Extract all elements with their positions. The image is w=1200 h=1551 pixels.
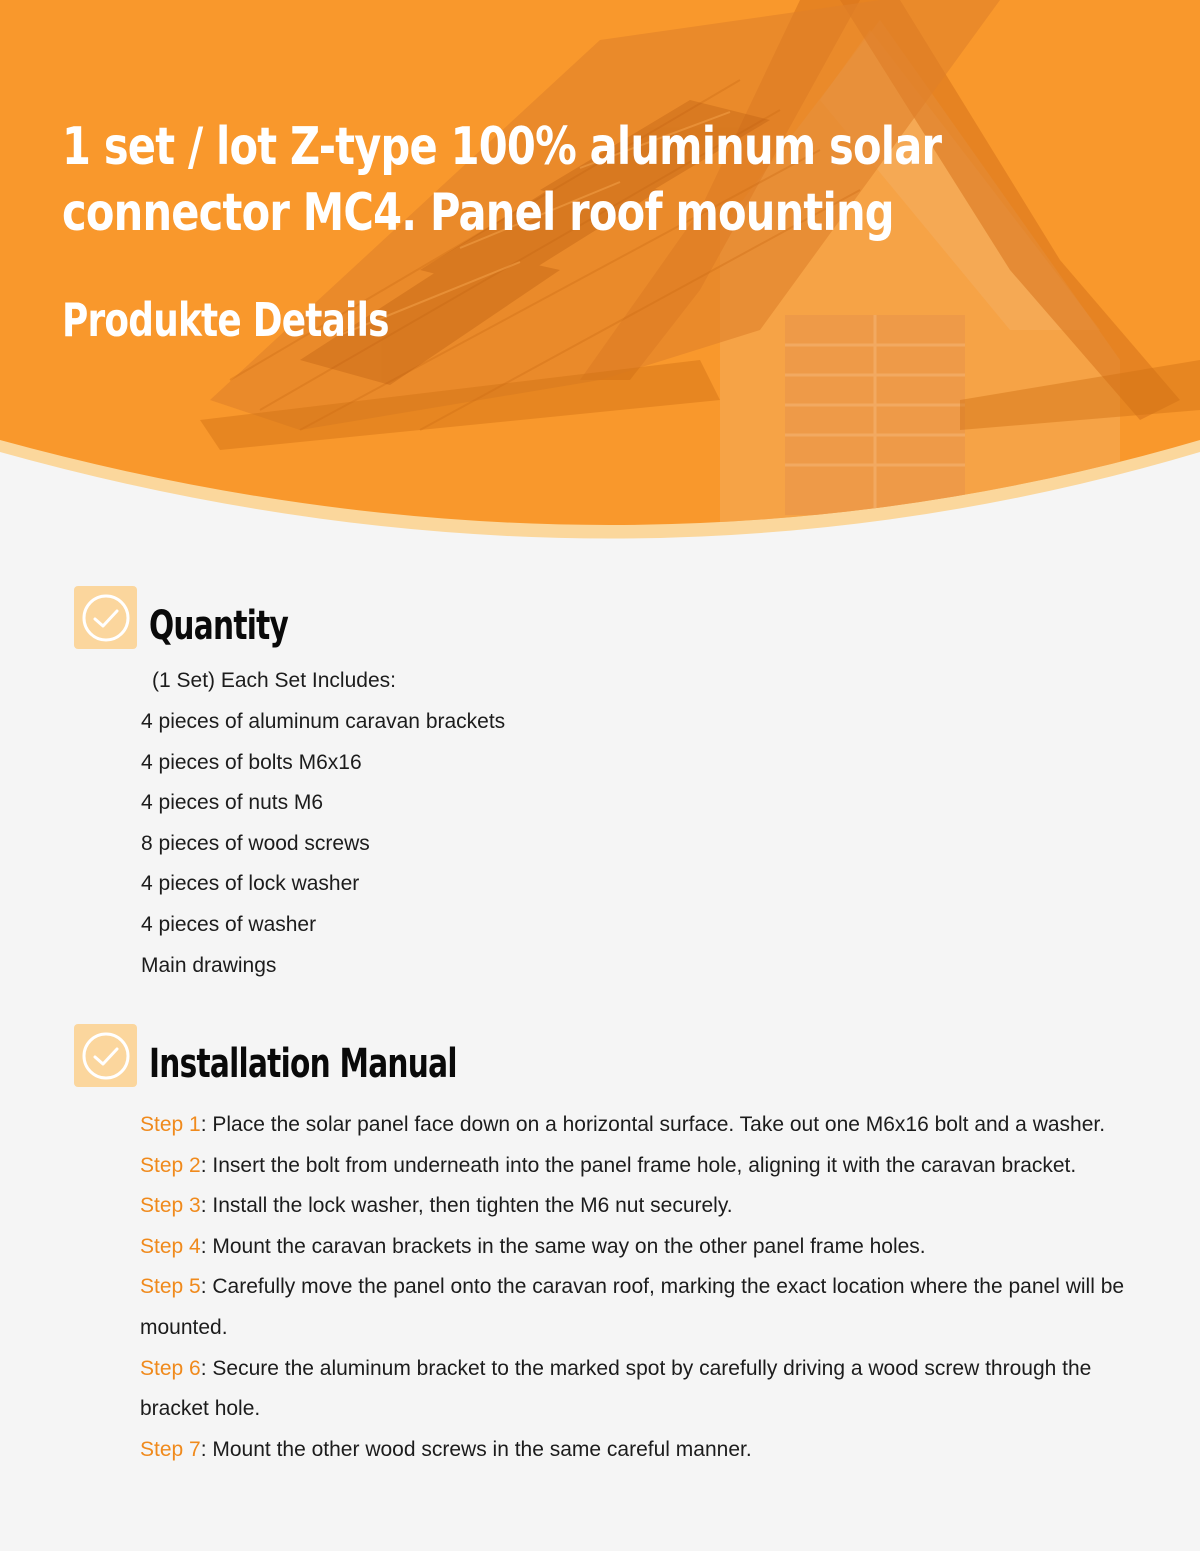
step-text: : Place the solar panel face down on a horizontal surface. Take out one M6x16 bolt and a washer.: [200, 1113, 1106, 1136]
step-label: Step 3: [140, 1194, 201, 1218]
step-text: : Mount the other wood screws in the same careful manner.: [200, 1437, 752, 1461]
house-solar-roof-illustration: [0, 0, 1200, 560]
installation-heading: Installation Manual: [149, 1040, 457, 1087]
installation-header: [74, 1024, 565, 1087]
step-item: [140, 1146, 1160, 1187]
step-text: : Install the lock washer, then tighten the M6 nut securely.: [200, 1194, 733, 1218]
list-item: 4 pieces of bolts M6x16: [141, 750, 362, 774]
list-item: 4 pieces of aluminum caravan brackets: [141, 710, 506, 733]
list-item: 4 pieces of lock washer: [141, 872, 360, 896]
page-title: 1 set / lot Z-type 100% aluminum solar connector MC4. Panel roof mounting: [62, 117, 942, 243]
step-label: Step 6: [140, 1356, 201, 1380]
list-item: 8 pieces of wood screws: [141, 831, 370, 855]
step-label: Step 2: [140, 1153, 201, 1177]
step-text: : Secure the aluminum bracket to the marked spot by carefully driving a wood screw through the bracket hole.: [140, 1356, 1092, 1421]
step-text: : Mount the caravan brackets in the same way on the other panel frame holes.: [200, 1234, 926, 1258]
checkmark-icon: [74, 586, 137, 649]
step-label: Step 7: [140, 1437, 201, 1461]
step-label: Step 5: [140, 1275, 201, 1299]
quantity-intro: (1 Set) Each Set Includes:: [152, 669, 396, 692]
list-item: Main drawings: [141, 953, 277, 977]
step-item: [140, 1186, 1160, 1227]
step-item: [140, 1267, 1160, 1348]
installation-steps: [140, 1105, 1160, 1470]
hero-banner: [0, 0, 1200, 560]
step-item: [140, 1430, 1160, 1471]
step-label: Step 1: [140, 1113, 201, 1136]
quantity-heading: Quantity: [149, 602, 289, 649]
quantity-list: [141, 702, 505, 986]
quantity-header: [74, 586, 337, 649]
step-item: [140, 1105, 1160, 1146]
step-item: [140, 1227, 1160, 1268]
step-text: : Insert the bolt from underneath into the panel frame hole, aligning it with the caravan bracket.: [200, 1153, 1077, 1177]
step-label: Step 4: [140, 1234, 201, 1258]
list-item: 4 pieces of washer: [141, 912, 317, 936]
list-item: 4 pieces of nuts M6: [141, 791, 324, 815]
step-item: [140, 1349, 1160, 1430]
checkmark-icon: [74, 1024, 137, 1087]
section-subtitle: Produkte Details: [62, 293, 389, 347]
step-text: : Carefully move the panel onto the caravan roof, marking the exact location where the panel will be mounted.: [140, 1275, 1125, 1339]
